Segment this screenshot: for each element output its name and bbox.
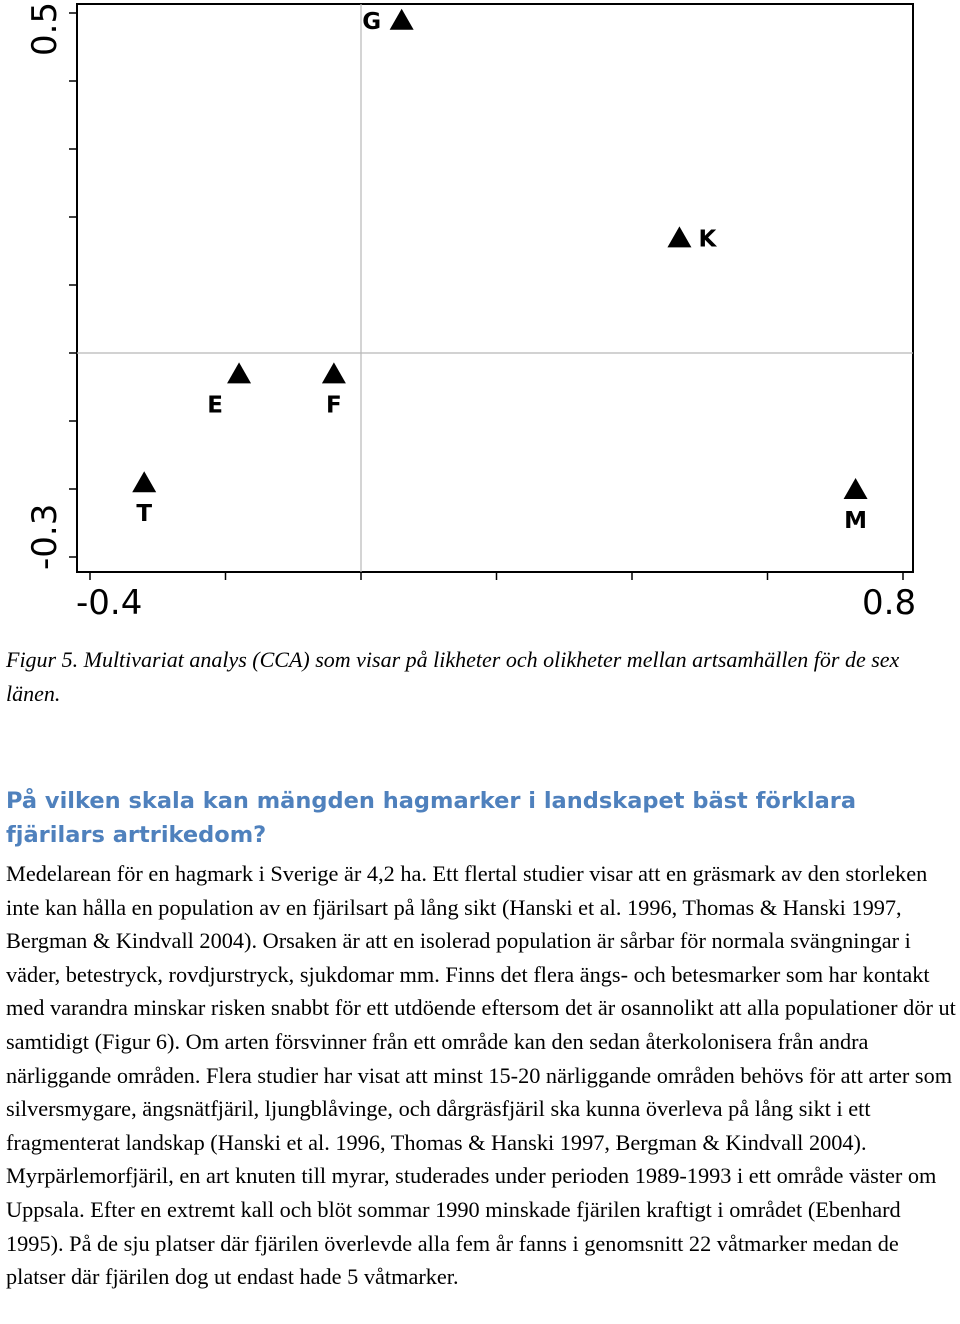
x-axis-ticks bbox=[90, 572, 903, 580]
point-marker-t bbox=[132, 471, 156, 492]
y-tick-label-min: -0.3 bbox=[25, 503, 65, 570]
section-heading: På vilken skala kan mängden hagmarker i landskapet bäst förklara fjärilars artrikedom? bbox=[6, 788, 857, 848]
point-label-t: T bbox=[136, 501, 153, 528]
data-points bbox=[132, 9, 867, 534]
point-label-g: G bbox=[362, 8, 382, 35]
cca-scatter-chart bbox=[0, 0, 960, 630]
body-paragraph: Medelarean för en hagmark i Sverige är 4,2 ha. Ett flertal studier visar att en gräsmark av den storleken inte kan hålla en population av en fjärilsart på lång sikt (Hanski et al. 1996, Thomas & Hanski 1997, Bergman & Kindvall 2004). Orsaken är att en isolerad population är sårbar för normala svängningar i väder, betestryck, rovdjurstryck, sjukdomar mm. Finns det flera ängs- och betesmarker som har kontakt med varandra minskar risken snabbt för ett utdöende eftersom det är osannolikt att alla populationer dör ut samtidigt (Figur 6). Om arten försvinner från ett område kan den sedan återkolonisera från andra närliggande områden. Flera studier har visat att minst 15-20 närliggande områden behövs för att arter som silversmygare, ängsnätfjäril, ljungblåvinge, och dårgräsfjäril ska kunna överleva på lång sikt i ett fragmenterat landskap (Hanski et al. 1996, Thomas & Hanski 1997, Bergman & Kindvall 2004). Myrpärlemorfjäril, en art knuten till myrar, studerades under perioden 1989-1993 i ett område väster om Uppsala. Efter en extremt kall och blöt sommar 1990 minskade fjärilen kraftigt i området (Ebenhard 1995). På de sju platser där fjärilen överlevde alla fem år fanns i genomsnitt 22 våtmarker medan de platser där fjärilen dog ut endast hade 5 våtmarker. bbox=[6, 861, 956, 1290]
point-label-f: F bbox=[326, 392, 342, 419]
y-axis-ticks bbox=[69, 13, 77, 557]
point-label-m: M bbox=[844, 508, 868, 534]
point-marker-f bbox=[322, 362, 346, 383]
figure-caption: Figur 5. Multivariat analys (CCA) som visar på likheter och olikheter mellan artsamhällen för de sex länen. bbox=[6, 647, 900, 706]
point-marker-g bbox=[390, 9, 414, 30]
x-tick-label-max: 0.8 bbox=[862, 583, 917, 623]
x-tick-label-min: -0.4 bbox=[76, 583, 143, 623]
point-marker-m bbox=[844, 478, 868, 499]
plot-frame bbox=[77, 4, 913, 572]
point-marker-k bbox=[667, 226, 691, 247]
point-marker-e bbox=[227, 362, 251, 383]
point-label-e: E bbox=[207, 392, 223, 419]
point-label-k: K bbox=[698, 226, 717, 253]
y-tick-label-max: 0.5 bbox=[25, 1, 65, 56]
